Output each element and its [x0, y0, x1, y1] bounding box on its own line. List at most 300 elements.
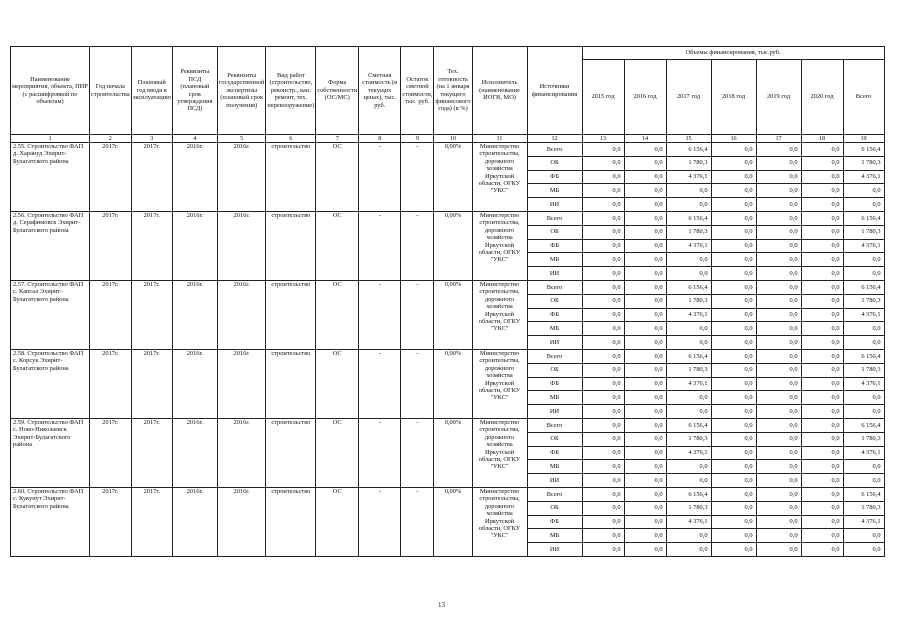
project-commission-year: 2017г. — [131, 418, 172, 487]
funding-total: 4 376,1 — [843, 170, 884, 184]
funding-value: 0,0 — [582, 225, 624, 239]
header-year-start: Год начала строительства — [90, 47, 132, 135]
funding-value: 0,0 — [624, 501, 666, 515]
project-estimated-cost: - — [359, 280, 401, 349]
funding-source: ИИ — [527, 543, 582, 557]
project-commission-year: 2017г. — [131, 280, 172, 349]
header-year: 2016 год — [624, 60, 666, 135]
funding-source: ФБ — [527, 170, 582, 184]
funding-value: 0,0 — [711, 487, 756, 501]
funding-source: Всего — [527, 487, 582, 501]
project-expertise-date: 2016г. — [217, 280, 266, 349]
funding-source: Всего — [527, 418, 582, 432]
funding-value: 0,0 — [582, 170, 624, 184]
funding-value: 0,0 — [624, 156, 666, 170]
funding-value: 0,0 — [582, 460, 624, 474]
funding-value: 0,0 — [624, 225, 666, 239]
funding-total: 4 376,1 — [843, 446, 884, 460]
funding-value: 0,0 — [711, 225, 756, 239]
funding-value: 0,0 — [624, 280, 666, 294]
funding-value: 0,0 — [801, 184, 843, 198]
funding-value: 0,0 — [801, 143, 843, 157]
project-remaining-cost: - — [401, 487, 434, 556]
project-name: 2.60. Строительство ФАП с. Кукунут Эхирит-Булагатского района — [11, 487, 90, 556]
column-number: 14 — [624, 135, 666, 143]
funding-value: 0,0 — [711, 377, 756, 391]
project-year-start: 2017г. — [90, 143, 132, 212]
funding-value: 0,0 — [756, 391, 801, 405]
column-number: 18 — [801, 135, 843, 143]
funding-value: 0,0 — [711, 405, 756, 419]
funding-total: 0,0 — [843, 336, 884, 350]
project-name: 2.56. Строительство ФАП д. Серафимовск Эхирит-Булагатского района — [11, 211, 90, 280]
funding-value: 1 780,3 — [666, 225, 711, 239]
project-psd-date: 2016г. — [172, 211, 217, 280]
funding-total: 6 156,4 — [843, 143, 884, 157]
header-year: 2017 год — [666, 60, 711, 135]
funding-value: 0,0 — [756, 253, 801, 267]
funding-source: МБ — [527, 529, 582, 543]
project-ownership-form: ОС — [316, 418, 359, 487]
funding-source: Всего — [527, 143, 582, 157]
funding-value: 1 780,3 — [666, 294, 711, 308]
funding-source: МБ — [527, 184, 582, 198]
funding-total: 0,0 — [843, 474, 884, 488]
funding-value: 0,0 — [624, 143, 666, 157]
funding-value: 0,0 — [801, 363, 843, 377]
funding-value: 0,0 — [801, 543, 843, 557]
project-name: 2.57. Строительство ФАП с. Капсал Эхирит-Булагатского района — [11, 280, 90, 349]
funding-value: 0,0 — [582, 529, 624, 543]
funding-value: 0,0 — [624, 474, 666, 488]
funding-value: 0,0 — [711, 446, 756, 460]
project-psd-date: 2016г. — [172, 487, 217, 556]
funding-value: 0,0 — [756, 418, 801, 432]
funding-value: 0,0 — [711, 501, 756, 515]
project-executor: Министерство строительства, дорожного хозяйства Иркутской области, ОГКУ "УКС" — [472, 143, 527, 212]
funding-value: 0,0 — [624, 267, 666, 281]
project-executor: Министерство строительства, дорожного хозяйства Иркутской области, ОГКУ "УКС" — [472, 280, 527, 349]
funding-value: 0,0 — [801, 501, 843, 515]
header-executor: Исполнитель (наименование ИОГВ, МО) — [472, 47, 527, 135]
funding-value: 6 156,4 — [666, 143, 711, 157]
funding-value: 0,0 — [756, 515, 801, 529]
funding-value: 0,0 — [624, 543, 666, 557]
funding-value: 0,0 — [582, 253, 624, 267]
project-expertise-date: 2016г. — [217, 143, 266, 212]
funding-value: 0,0 — [801, 211, 843, 225]
funding-value: 0,0 — [624, 336, 666, 350]
funding-value: 0,0 — [582, 446, 624, 460]
column-number: 3 — [131, 135, 172, 143]
funding-value: 0,0 — [624, 363, 666, 377]
funding-value: 1 780,3 — [666, 363, 711, 377]
project-executor: Министерство строительства, дорожного хозяйства Иркутской области, ОГКУ "УКС" — [472, 349, 527, 418]
funding-total: 0,0 — [843, 267, 884, 281]
funding-value: 0,0 — [711, 253, 756, 267]
funding-value: 6 156,4 — [666, 211, 711, 225]
funding-source: ОБ — [527, 432, 582, 446]
funding-total: 1 780,3 — [843, 432, 884, 446]
funding-value: 0,0 — [801, 529, 843, 543]
project-name: 2.59. Строительство ФАП с. Ново-Николаевск Эхирит-Булагатского района — [11, 418, 90, 487]
project-psd-date: 2016г. — [172, 280, 217, 349]
funding-total: 4 376,1 — [843, 308, 884, 322]
funding-total: 4 376,1 — [843, 239, 884, 253]
project-executor: Министерство строительства, дорожного хозяйства Иркутской области, ОГКУ "УКС" — [472, 418, 527, 487]
project-year-start: 2017г. — [90, 418, 132, 487]
funding-value: 0,0 — [624, 432, 666, 446]
funding-value: 0,0 — [756, 280, 801, 294]
funding-value: 0,0 — [666, 474, 711, 488]
funding-value: 0,0 — [624, 184, 666, 198]
project-estimated-cost: - — [359, 349, 401, 418]
funding-value: 0,0 — [711, 280, 756, 294]
header-remaining-cost: Остаток сметной стоимости, тыс. руб. — [401, 47, 434, 135]
funding-value: 0,0 — [801, 253, 843, 267]
funding-value: 0,0 — [711, 156, 756, 170]
table-row — [11, 349, 885, 363]
funding-value: 0,0 — [756, 460, 801, 474]
funding-value: 0,0 — [801, 405, 843, 419]
funding-value: 4 376,1 — [666, 308, 711, 322]
project-work-type: строительство — [266, 349, 316, 418]
funding-source: МБ — [527, 391, 582, 405]
funding-value: 0,0 — [801, 239, 843, 253]
funding-value: 0,0 — [666, 184, 711, 198]
funding-value: 6 156,4 — [666, 418, 711, 432]
funding-value: 0,0 — [711, 143, 756, 157]
funding-value: 0,0 — [624, 460, 666, 474]
funding-value: 0,0 — [801, 432, 843, 446]
funding-value: 4 376,1 — [666, 170, 711, 184]
funding-value: 0,0 — [666, 543, 711, 557]
funding-value: 0,0 — [801, 322, 843, 336]
funding-value: 0,0 — [582, 308, 624, 322]
project-remaining-cost: - — [401, 143, 434, 212]
funding-value: 0,0 — [801, 156, 843, 170]
project-readiness: 0,00% — [434, 487, 472, 556]
project-ownership-form: ОС — [316, 349, 359, 418]
funding-value: 0,0 — [756, 474, 801, 488]
funding-value: 1 780,3 — [666, 432, 711, 446]
project-estimated-cost: - — [359, 211, 401, 280]
funding-total: 0,0 — [843, 184, 884, 198]
project-expertise-date: 2016г. — [217, 211, 266, 280]
funding-value: 0,0 — [711, 211, 756, 225]
column-number: 4 — [172, 135, 217, 143]
funding-value: 0,0 — [756, 239, 801, 253]
column-number: 15 — [666, 135, 711, 143]
funding-value: 0,0 — [624, 377, 666, 391]
funding-source: ИИ — [527, 198, 582, 212]
funding-value: 0,0 — [666, 336, 711, 350]
header-readiness: Тех. готовность (на 1 января текущего финансового года) (в %) — [434, 47, 472, 135]
funding-value: 0,0 — [582, 198, 624, 212]
funding-value: 1 780,3 — [666, 501, 711, 515]
funding-source: ИИ — [527, 267, 582, 281]
funding-value: 0,0 — [711, 267, 756, 281]
funding-total: 0,0 — [843, 253, 884, 267]
funding-value: 0,0 — [801, 377, 843, 391]
funding-source: ОБ — [527, 363, 582, 377]
funding-value: 0,0 — [582, 294, 624, 308]
funding-value: 0,0 — [624, 211, 666, 225]
column-number: 13 — [582, 135, 624, 143]
funding-source: ОБ — [527, 225, 582, 239]
project-ownership-form: ОС — [316, 143, 359, 212]
funding-value: 0,0 — [756, 211, 801, 225]
project-readiness: 0,00% — [434, 143, 472, 212]
funding-value: 4 376,1 — [666, 239, 711, 253]
project-readiness: 0,00% — [434, 349, 472, 418]
table-row — [11, 280, 885, 294]
funding-source: Всего — [527, 280, 582, 294]
column-number: 10 — [434, 135, 472, 143]
funding-total: 0,0 — [843, 198, 884, 212]
funding-value: 0,0 — [582, 474, 624, 488]
funding-value: 0,0 — [582, 211, 624, 225]
project-remaining-cost: - — [401, 280, 434, 349]
funding-value: 0,0 — [756, 501, 801, 515]
project-commission-year: 2017г. — [131, 349, 172, 418]
funding-value: 0,0 — [582, 487, 624, 501]
funding-value: 0,0 — [801, 267, 843, 281]
funding-value: 4 376,1 — [666, 515, 711, 529]
project-work-type: строительство — [266, 143, 316, 212]
funding-source: ФБ — [527, 515, 582, 529]
funding-total: 0,0 — [843, 391, 884, 405]
header-estimated-cost: Сметная стоимость (в текущих ценах), тыс. руб. — [359, 47, 401, 135]
project-name: 2.58. Строительство ФАП с. Корсук Эхирит-Булагатского района — [11, 349, 90, 418]
funding-value: 0,0 — [666, 405, 711, 419]
funding-total: 1 780,3 — [843, 294, 884, 308]
funding-value: 0,0 — [711, 322, 756, 336]
funding-value: 0,0 — [711, 543, 756, 557]
project-year-start: 2017г. — [90, 280, 132, 349]
funding-value: 0,0 — [624, 253, 666, 267]
header-name: Наименование мероприятия, объекта, ПИР (с расшифровкой по объектам) — [11, 47, 90, 135]
column-number: 7 — [316, 135, 359, 143]
funding-value: 0,0 — [801, 418, 843, 432]
funding-value: 0,0 — [801, 294, 843, 308]
funding-value: 0,0 — [756, 322, 801, 336]
funding-value: 4 376,1 — [666, 446, 711, 460]
header-year: 2018 год — [711, 60, 756, 135]
project-ownership-form: ОС — [316, 280, 359, 349]
funding-value: 0,0 — [756, 170, 801, 184]
funding-value: 0,0 — [624, 198, 666, 212]
funding-value: 0,0 — [624, 239, 666, 253]
project-readiness: 0,00% — [434, 418, 472, 487]
funding-value: 0,0 — [801, 225, 843, 239]
column-number-row — [11, 135, 885, 143]
funding-value: 0,0 — [801, 487, 843, 501]
funding-value: 0,0 — [582, 336, 624, 350]
funding-value: 0,0 — [801, 460, 843, 474]
funding-value: 0,0 — [801, 170, 843, 184]
funding-total: 4 376,1 — [843, 377, 884, 391]
funding-value: 0,0 — [624, 349, 666, 363]
funding-value: 0,0 — [711, 336, 756, 350]
funding-value: 0,0 — [582, 143, 624, 157]
column-number: 16 — [711, 135, 756, 143]
funding-source: ОБ — [527, 156, 582, 170]
column-number: 1 — [11, 135, 90, 143]
funding-value: 0,0 — [624, 529, 666, 543]
project-executor: Министерство строительства, дорожного хозяйства Иркутской области, ОГКУ "УКС" — [472, 487, 527, 556]
project-ownership-form: ОС — [316, 487, 359, 556]
header-work-type: Вид работ (строительство, реконстр., кап. ремонт, тех. перевооружение) — [266, 47, 316, 135]
funding-value: 0,0 — [582, 184, 624, 198]
funding-value: 0,0 — [666, 460, 711, 474]
funding-source: ФБ — [527, 446, 582, 460]
project-estimated-cost: - — [359, 143, 401, 212]
funding-source: МБ — [527, 253, 582, 267]
column-number: 9 — [401, 135, 434, 143]
funding-value: 0,0 — [582, 501, 624, 515]
funding-value: 0,0 — [624, 446, 666, 460]
column-number: 8 — [359, 135, 401, 143]
funding-value: 0,0 — [756, 308, 801, 322]
funding-value: 0,0 — [756, 225, 801, 239]
funding-value: 0,0 — [756, 446, 801, 460]
funding-source: ИИ — [527, 405, 582, 419]
funding-value: 0,0 — [624, 418, 666, 432]
funding-value: 0,0 — [582, 405, 624, 419]
project-executor: Министерство строительства, дорожного хозяйства Иркутской области, ОГКУ "УКС" — [472, 211, 527, 280]
funding-source: ФБ — [527, 308, 582, 322]
funding-value: 0,0 — [582, 543, 624, 557]
project-psd-date: 2016г. — [172, 143, 217, 212]
funding-value: 0,0 — [801, 446, 843, 460]
project-work-type: строительство — [266, 418, 316, 487]
funding-value: 0,0 — [624, 308, 666, 322]
funding-source: ФБ — [527, 239, 582, 253]
project-estimated-cost: - — [359, 418, 401, 487]
funding-value: 0,0 — [801, 349, 843, 363]
project-work-type: строительство — [266, 487, 316, 556]
funding-total: 1 780,3 — [843, 156, 884, 170]
column-number: 17 — [756, 135, 801, 143]
funding-total: 6 156,4 — [843, 211, 884, 225]
funding-value: 0,0 — [711, 515, 756, 529]
project-readiness: 0,00% — [434, 211, 472, 280]
project-estimated-cost: - — [359, 487, 401, 556]
funding-value: 0,0 — [582, 418, 624, 432]
funding-value: 0,0 — [582, 239, 624, 253]
funding-value: 0,0 — [624, 170, 666, 184]
funding-value: 0,0 — [711, 170, 756, 184]
funding-value: 0,0 — [711, 184, 756, 198]
funding-value: 6 156,4 — [666, 280, 711, 294]
funding-value: 0,0 — [711, 363, 756, 377]
funding-value: 0,0 — [711, 474, 756, 488]
project-remaining-cost: - — [401, 349, 434, 418]
project-remaining-cost: - — [401, 211, 434, 280]
project-readiness: 0,00% — [434, 280, 472, 349]
project-expertise-date: 2016г. — [217, 349, 266, 418]
funding-value: 0,0 — [756, 336, 801, 350]
funding-value: 6 156,4 — [666, 349, 711, 363]
header-year: 2020 год — [801, 60, 843, 135]
funding-value: 0,0 — [801, 280, 843, 294]
funding-value: 0,0 — [756, 156, 801, 170]
funding-value: 0,0 — [756, 432, 801, 446]
funding-value: 0,0 — [801, 391, 843, 405]
funding-value: 0,0 — [711, 349, 756, 363]
funding-total: 0,0 — [843, 322, 884, 336]
header-psd-details: Реквизиты ПСД (плановый срок утверждения ПСД) — [172, 47, 217, 135]
funding-value: 0,0 — [666, 391, 711, 405]
funding-total: 6 156,4 — [843, 280, 884, 294]
project-year-start: 2017г. — [90, 211, 132, 280]
funding-value: 0,0 — [801, 308, 843, 322]
funding-value: 1 780,3 — [666, 156, 711, 170]
project-ownership-form: ОС — [316, 211, 359, 280]
funding-value: 0,0 — [801, 336, 843, 350]
funding-value: 0,0 — [756, 184, 801, 198]
funding-value: 0,0 — [666, 267, 711, 281]
header-planned-commission: Плановый год ввода в эксплуатацию — [131, 47, 172, 135]
column-number: 5 — [217, 135, 266, 143]
page-number: 13 — [438, 601, 445, 609]
funding-value: 0,0 — [756, 543, 801, 557]
funding-value: 0,0 — [756, 349, 801, 363]
funding-value: 0,0 — [624, 487, 666, 501]
funding-value: 0,0 — [711, 294, 756, 308]
column-number: 19 — [843, 135, 884, 143]
funding-value: 0,0 — [756, 529, 801, 543]
funding-source: ИИ — [527, 474, 582, 488]
funding-value: 0,0 — [624, 294, 666, 308]
funding-source: ОБ — [527, 294, 582, 308]
funding-value: 0,0 — [756, 294, 801, 308]
funding-value: 0,0 — [666, 529, 711, 543]
funding-value: 0,0 — [624, 515, 666, 529]
funding-value: 0,0 — [624, 391, 666, 405]
table-row — [11, 211, 885, 225]
header-ownership-form: Форма собственности (ОС/МС) — [316, 47, 359, 135]
column-number: 11 — [472, 135, 527, 143]
funding-source: ИИ — [527, 336, 582, 350]
funding-value: 0,0 — [801, 474, 843, 488]
funding-value: 0,0 — [756, 198, 801, 212]
funding-value: 0,0 — [756, 487, 801, 501]
funding-value: 0,0 — [801, 515, 843, 529]
funding-value: 0,0 — [582, 377, 624, 391]
funding-source: ФБ — [527, 377, 582, 391]
project-commission-year: 2017г. — [131, 143, 172, 212]
project-expertise-date: 2016г. — [217, 487, 266, 556]
funding-value: 0,0 — [666, 198, 711, 212]
column-number: 2 — [90, 135, 132, 143]
header-year: 2015 год — [582, 60, 624, 135]
project-work-type: строительство — [266, 211, 316, 280]
project-name: 2.55. Строительство ФАП д. Харануд Эхирит-Булагатского района — [11, 143, 90, 212]
investment-program-table — [10, 46, 885, 557]
funding-source: Всего — [527, 211, 582, 225]
header-expertise-details: Реквизиты государственной экспертизы (плановый срок получения) — [217, 47, 266, 135]
funding-value: 0,0 — [582, 349, 624, 363]
project-commission-year: 2017г. — [131, 487, 172, 556]
funding-source: Всего — [527, 349, 582, 363]
header-year: 2019 год — [756, 60, 801, 135]
funding-total: 6 156,4 — [843, 418, 884, 432]
funding-total: 6 156,4 — [843, 487, 884, 501]
funding-value: 0,0 — [624, 322, 666, 336]
funding-value: 0,0 — [801, 198, 843, 212]
